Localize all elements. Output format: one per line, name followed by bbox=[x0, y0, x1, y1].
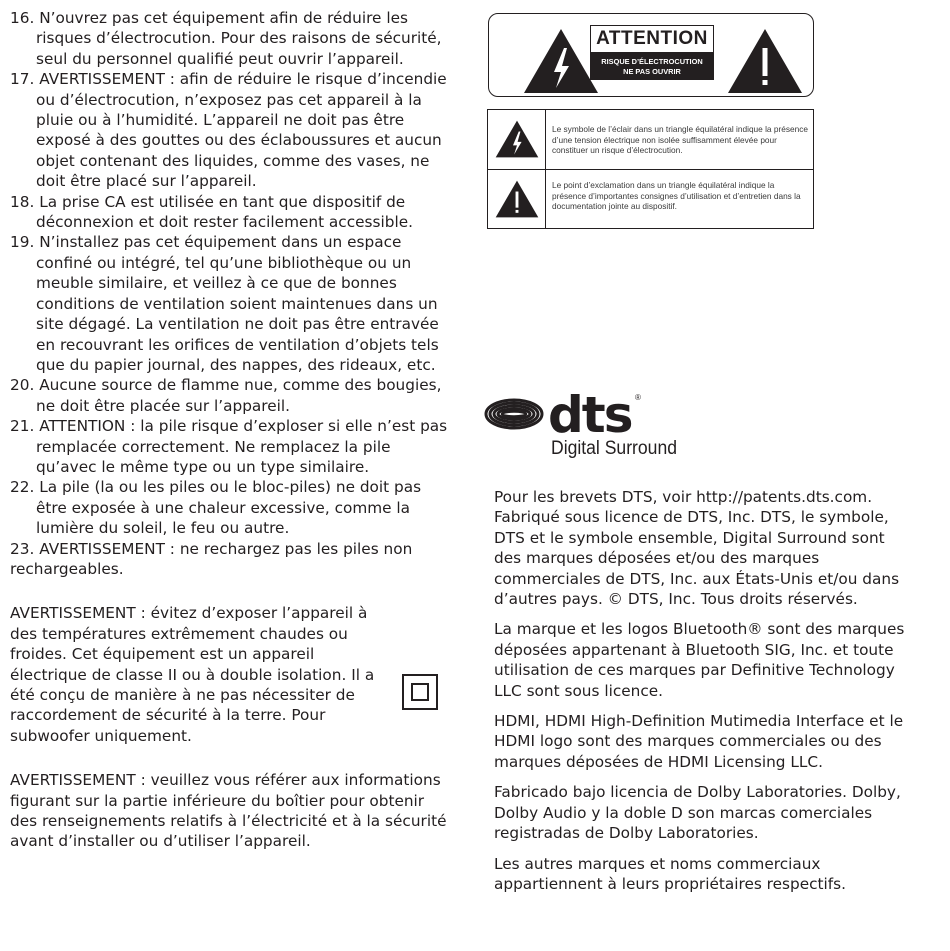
safety-item-22 bbox=[10, 477, 450, 538]
symbol-icon-cell bbox=[488, 110, 546, 169]
exclamation-triangle-icon bbox=[495, 180, 539, 218]
safety-item-20 bbox=[10, 375, 450, 416]
item-number: 20. bbox=[10, 376, 35, 395]
symbol-icon-cell bbox=[488, 170, 546, 229]
safety-item-17 bbox=[10, 69, 450, 191]
attention-subtitle-line1: RISQUE D’ÉLECTROCUTION bbox=[601, 57, 703, 66]
symbol-description: Le symbole de l’éclair dans un triangle équilatéral indique la présence d’une tension électrique non isolée suffisamment élevée pour constituer un risque d’électrocution. bbox=[552, 124, 808, 156]
warning-lead: AVERTISSEMENT : bbox=[10, 771, 146, 790]
class-ii-inner-square bbox=[411, 683, 429, 701]
lightning-triangle-icon bbox=[495, 120, 539, 158]
item-number: 19. bbox=[10, 233, 35, 252]
item-text: la pile risque d’exploser si elle n’est pas remplacée correctement. Ne remplacez la pile qu’avec le même type ou un type similaire. bbox=[36, 417, 448, 476]
item-number: 21. bbox=[10, 417, 35, 436]
attention-subtitle bbox=[590, 53, 714, 80]
dts-wordmark: dts bbox=[548, 390, 632, 444]
attention-subtitle-line2: NE PAS OUVRIR bbox=[623, 67, 681, 76]
safety-item-23 bbox=[10, 539, 450, 580]
item-text: Aucune source de flamme nue, comme des bougies, ne doit être placée sur l’appareil. bbox=[36, 376, 442, 415]
item-number: 18. bbox=[10, 192, 35, 211]
item-text: La pile (la ou les piles ou le bloc-piles) ne doit pas être exposée à une chaleur excessive, comme la lumière du soleil, le feu ou autre. bbox=[36, 478, 422, 538]
symbol-row-lightning bbox=[488, 110, 813, 170]
attention-title: ATTENTION bbox=[590, 25, 714, 53]
item-lead: ATTENTION : bbox=[39, 417, 136, 436]
safety-item-18 bbox=[10, 192, 450, 233]
exclamation-triangle-icon bbox=[727, 28, 803, 94]
class-ii-double-insulation-icon bbox=[402, 674, 438, 710]
safety-item-19 bbox=[10, 232, 450, 375]
item-number: 22. bbox=[10, 478, 35, 497]
item-number: 16. bbox=[10, 9, 35, 27]
item-number: 17. bbox=[10, 70, 35, 89]
item-text: N’installez pas cet équipement dans un espace confiné ou intégré, tel qu’une bibliothèque ou un meuble similaire, et veillez à ce que de bonnes conditions de ventilation soient maintenues dans un site dégagé. La ventilation ne doit pas être entravée en recouvrant les orifices de ventilation d’objets tels que du papier journal, des nappes, des rideaux, etc. bbox=[36, 233, 439, 374]
safety-item-21 bbox=[10, 416, 450, 477]
trademark-notices bbox=[494, 487, 914, 904]
trademark-hdmi: HDMI, HDMI High-Definition Mutimedia Interface et le HDMI logo sont des marques commerciales ou des marques déposées de HDMI Licensing LLC. bbox=[494, 712, 904, 771]
warning-temperature bbox=[10, 603, 390, 746]
attention-warning-label bbox=[488, 13, 814, 97]
lightning-triangle-icon bbox=[523, 28, 599, 94]
trademark-dts: Pour les brevets DTS, voir http://patents.dts.com. Fabriqué sous licence de DTS, Inc. DTS, le symbole, DTS et le symbole ensemble, Digital Surround sont des marques déposées et/ou des marques commerciales de DTS, Inc. aux États-Unis et/ou dans d’autres pays. © DTS, Inc. Tous droits réservés. bbox=[494, 488, 900, 609]
warning-info-label bbox=[10, 770, 450, 852]
warning-text: évitez d’exposer l’appareil à des températures extrêmement chaudes ou froides. Cet équipement est un appareil électrique de classe II ou à double isolation. Il a été conçu de manière à ne pas nécessiter de raccordement de sécurité à la terre. Pour subwoofer uniquement. bbox=[10, 604, 375, 745]
symbol-row-exclamation bbox=[488, 170, 813, 229]
item-text: N’ouvrez pas cet équipement afin de réduire les risques d’électrocution. Pour des raisons de sécurité, seul du personnel qualifié peut ouvrir l’appareil. bbox=[36, 9, 442, 68]
dts-digital-surround-logo bbox=[484, 390, 684, 462]
trademark-others: Les autres marques et noms commerciaux appartiennent à leurs propriétaires respectifs. bbox=[494, 854, 847, 893]
safety-item-16 bbox=[10, 8, 450, 69]
symbols-explanation-table bbox=[487, 109, 814, 229]
attention-text-block bbox=[590, 25, 714, 80]
warning-text: veuillez vous référer aux informations figurant sur la partie inférieure du boîtier pour obtenir des renseignements relatifs à l’électricité et à la sécurité avant d’installer ou d’utiliser l’appareil. bbox=[10, 771, 447, 851]
item-text: AVERTISSEMENT : afin de réduire le risque d’incendie ou d’électrocution, n’exposez pas cet appareil à la pluie ou à l’humidité. L’appareil ne doit pas être exposé à des gouttes ou des éclaboussures et aucun objet contenant des liquides, comme des vases, ne doit être placé sur l’appareil. bbox=[36, 70, 447, 191]
safety-instructions bbox=[10, 8, 450, 852]
dts-rings-icon bbox=[486, 400, 542, 428]
dts-tagline: Digital Surround bbox=[551, 438, 677, 459]
trademark-bluetooth: La marque et les logos Bluetooth® sont des marques déposées appartenant à Bluetooth SIG, Inc. et toute utilisation de ces marques par Definitive Technology LLC sont sous licence. bbox=[494, 620, 905, 700]
item-lead: AVERTISSEMENT : bbox=[39, 539, 175, 558]
symbol-description: Le point d’exclamation dans un triangle équilatéral indique la présence d’importantes consignes d’utilisation et d’entretien dans la documentation jointe au dispositif. bbox=[552, 180, 801, 212]
item-number: 23. bbox=[10, 539, 35, 558]
item-text: La prise CA est utilisée en tant que dispositif de déconnexion et doit rester facilement accessible. bbox=[36, 192, 413, 232]
warning-lead: AVERTISSEMENT : bbox=[10, 604, 146, 623]
item-text: ne rechargez pas les piles non rechargeables. bbox=[10, 539, 413, 578]
trademark-dolby: Fabricado bajo licencia de Dolby Laboratories. Dolby, Dolby Audio y la doble D son marcas comerciales registradas de Dolby Laboratories. bbox=[494, 783, 901, 843]
registered-mark: ® bbox=[635, 393, 641, 402]
